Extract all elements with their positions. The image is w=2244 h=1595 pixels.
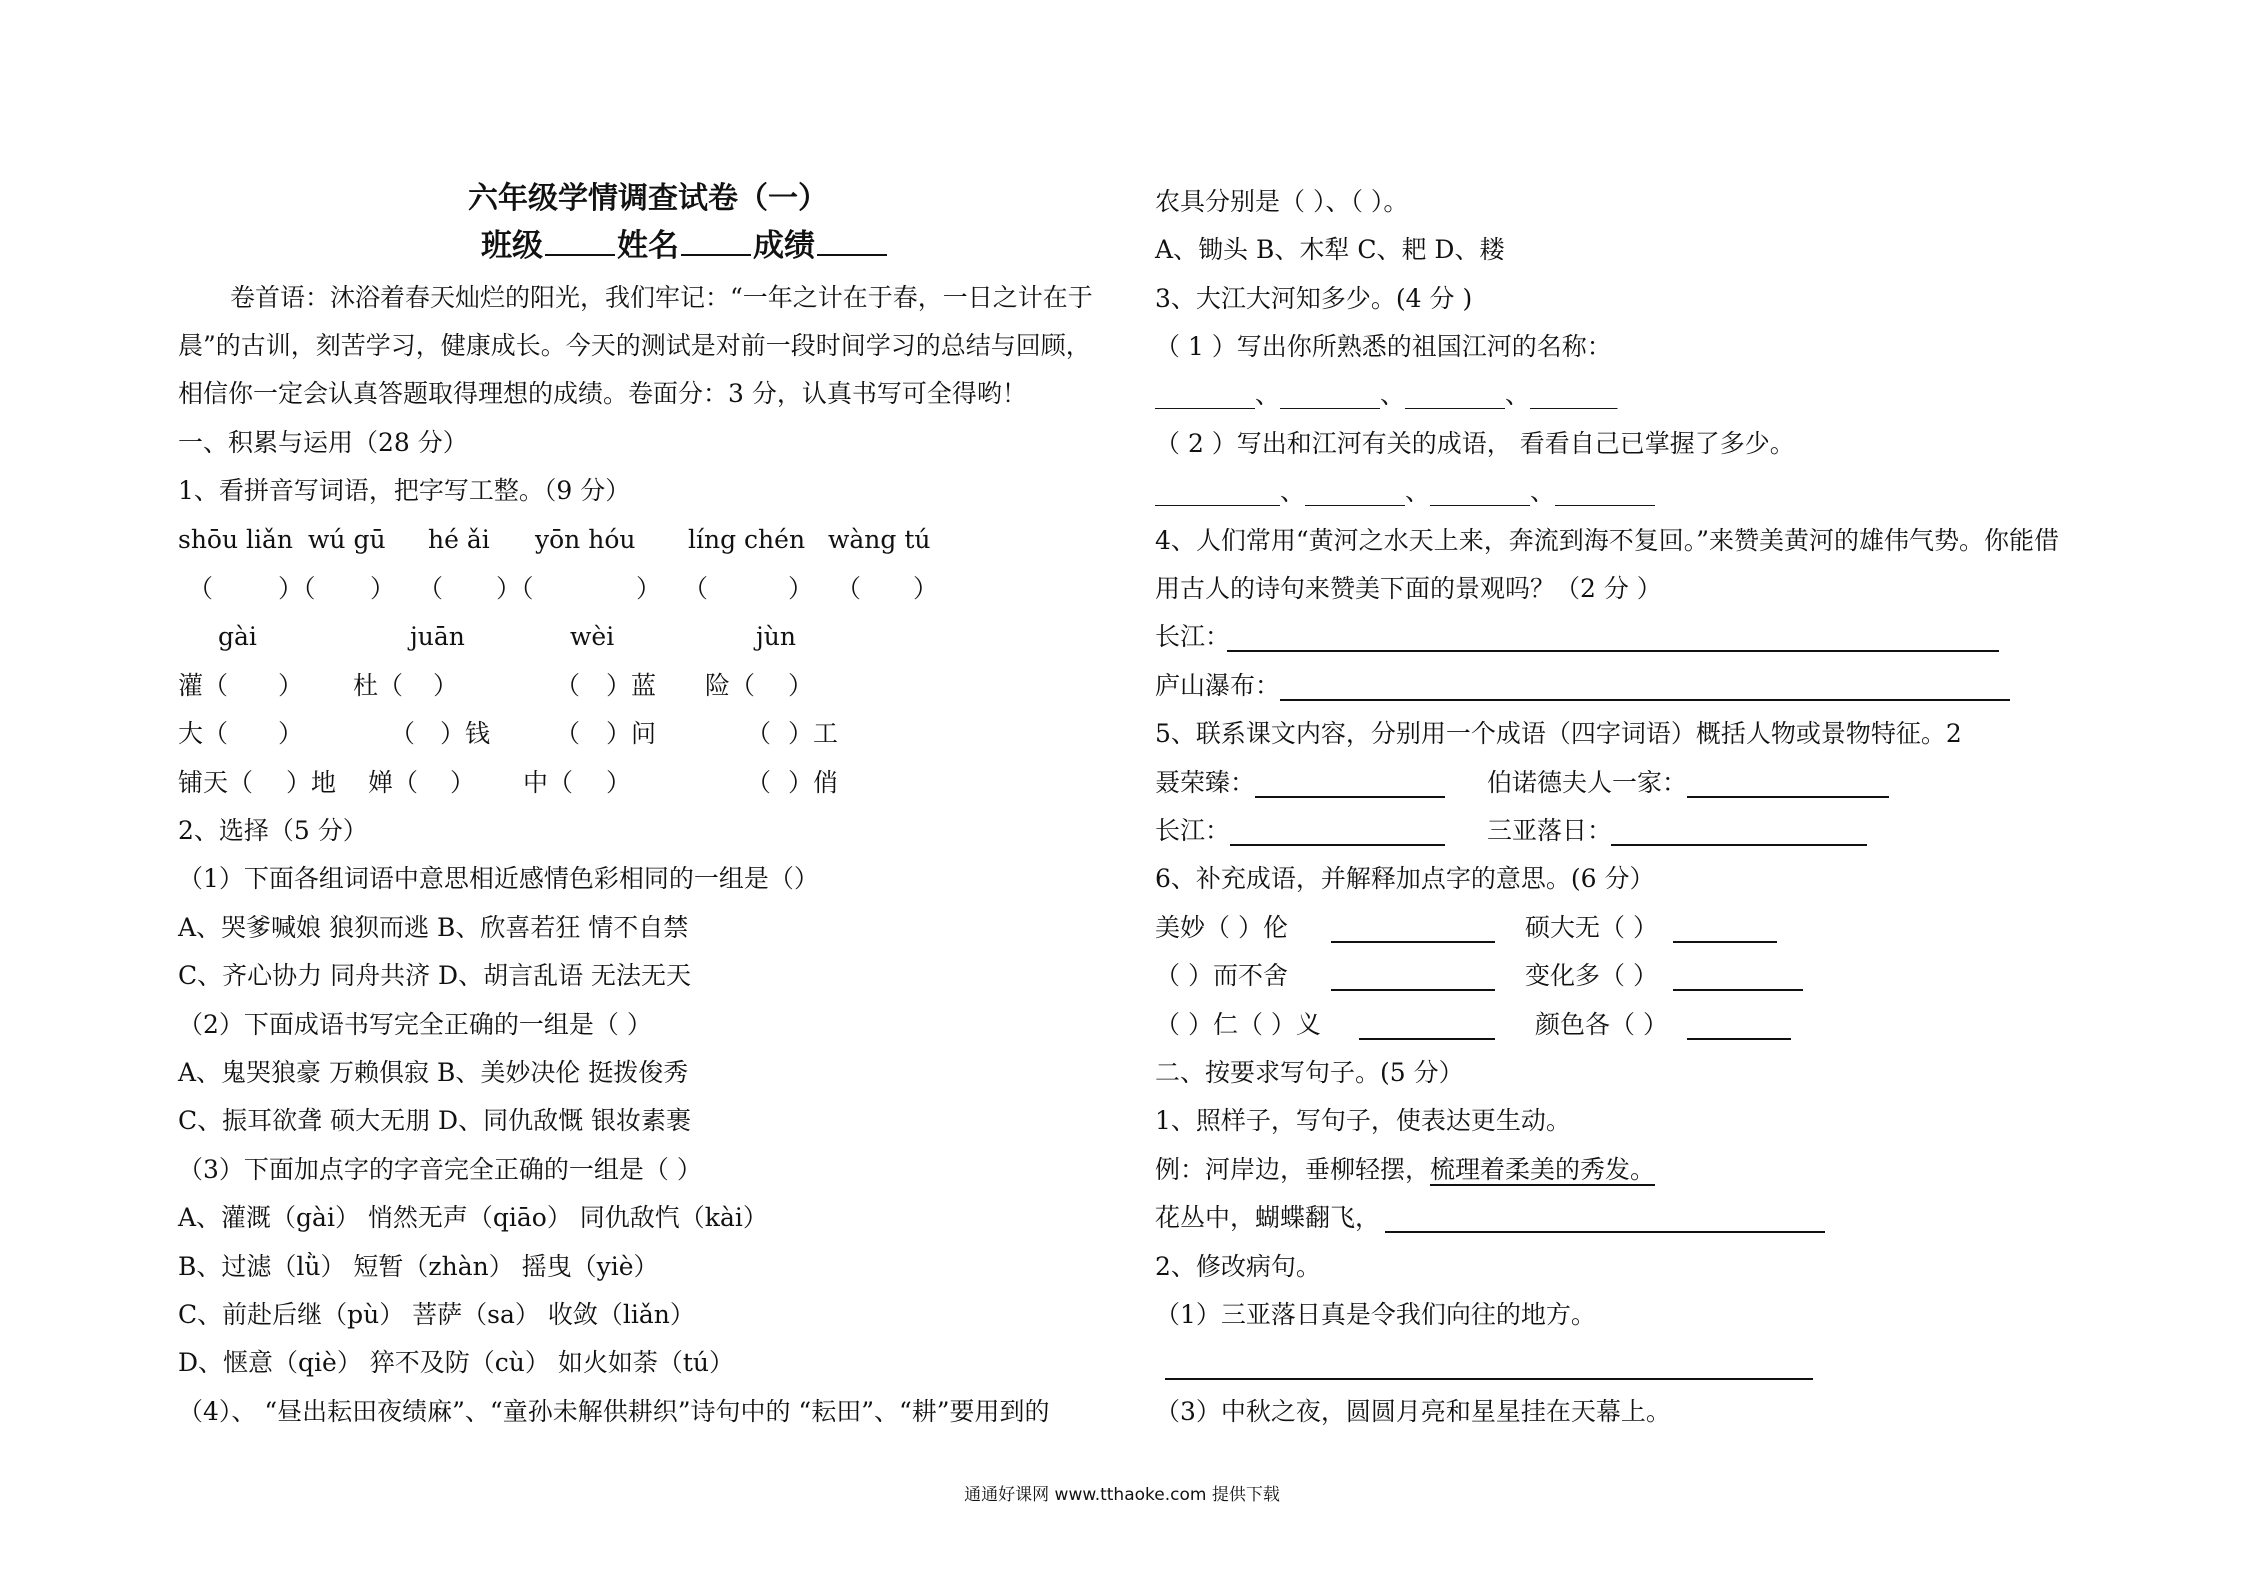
idiom-item: （ ）仁（ ）义 — [1155, 1010, 1321, 1039]
char-item: 险（ — [705, 671, 756, 700]
answer-blanks[interactable]: ________、________、________、_______ — [1155, 380, 1618, 409]
answer-line[interactable] — [1673, 941, 1777, 943]
pinyin: yōn hóu — [535, 525, 636, 554]
question-text: （ 1 ）写出你所熟悉的祖国江河的名称： — [1155, 332, 1612, 361]
question-5: 5、联系课文内容，分别用一个成语（四字词语）概括人物或景物特征。2 — [1155, 719, 1962, 748]
answer-paren: （ — [188, 574, 214, 603]
option-line: C、齐心协力 同舟共济 D、胡言乱语 无法无天 — [178, 961, 692, 990]
pinyin: líng chén — [688, 525, 806, 554]
answer-paren: （ — [683, 574, 709, 603]
answer-line[interactable] — [1165, 1378, 1813, 1380]
question-text: （ 2 ）写出和江河有关的成语， 看看自己已掌握了多少。 — [1155, 429, 1795, 458]
field-label: 长江： — [1155, 622, 1231, 651]
char-item: 大（ — [178, 719, 229, 748]
char-item: ） — [278, 671, 304, 700]
answer-blanks[interactable]: __________、________、________、________ — [1155, 477, 1656, 506]
question-3: 3、大江大河知多少。(4 分 ) — [1155, 284, 1473, 313]
question-text: 2、修改病句。 — [1155, 1252, 1321, 1281]
pinyin: wèi — [570, 622, 615, 651]
char-item: （ — [746, 768, 772, 797]
question-text: （1）下面各组词语中意思相近感情色彩相同的一组是（） — [178, 864, 819, 893]
field-label: 聂荣臻： — [1155, 768, 1256, 797]
answer-line[interactable] — [1687, 1038, 1791, 1040]
char-item: ）工 — [788, 719, 839, 748]
exam-title: 六年级学情调查试卷（一） — [468, 181, 828, 216]
char-item: 灌（ — [178, 671, 229, 700]
idiom-item: 变化多（ ） — [1525, 961, 1658, 990]
option-line: B、过滤（lǜ） 短暂（zhàn） 摇曳（yiè） — [178, 1252, 659, 1281]
answer-paren: ）（ — [496, 574, 534, 603]
class-label: 班级 — [481, 228, 543, 264]
example-sentence — [1155, 1155, 1655, 1185]
char-item: ） — [278, 719, 304, 748]
question-text: （4）、 “昼出耘田夜绩麻”、“童孙未解供耕织”诗句中的 “耘田”、“耕”要用到的 — [178, 1397, 1050, 1426]
answer-paren: （ — [836, 574, 862, 603]
pinyin: juān — [410, 622, 465, 651]
answer-line[interactable] — [1359, 1038, 1495, 1040]
answer-line[interactable] — [1331, 989, 1495, 991]
pinyin: wàng tú — [828, 525, 931, 554]
option-line: A、鬼哭狼豪 万赖俱寂 B、美妙决伦 挺拨俊秀 — [178, 1058, 689, 1087]
score-field[interactable] — [817, 230, 887, 256]
answer-paren: ）（ — [278, 574, 316, 603]
example-text: 例：河岸边，垂柳轻摆， — [1155, 1155, 1431, 1184]
intro-line: 晨”的古训，刻苦学习，健康成长。今天的测试是对前一段时间学习的总结与回顾， — [178, 331, 1091, 360]
student-info-line — [481, 228, 889, 264]
question-text: （3）下面加点字的字音完全正确的一组是（ ） — [178, 1155, 702, 1184]
char-item: ）钱 — [440, 719, 491, 748]
section-heading: 一、积累与运用（28 分） — [178, 428, 468, 457]
answer-line[interactable] — [1230, 844, 1445, 846]
field-label: 伯诺德夫人一家： — [1487, 768, 1688, 797]
name-label: 姓名 — [617, 228, 679, 264]
footer: 通通好课网 www.tthaoke.com 提供下载 — [964, 1485, 1280, 1505]
option-line: A、哭爹喊娘 狼狈而逃 B、欣喜若狂 情不自禁 — [178, 913, 689, 942]
question-6: 6、补充成语，并解释加点字的意思。(6 分） — [1155, 864, 1655, 893]
char-item: （ — [555, 719, 581, 748]
question-text: （2）下面成语书写完全正确的一组是（ ） — [178, 1010, 652, 1039]
field-label: 三亚落日： — [1487, 816, 1613, 845]
char-item: （ — [746, 719, 772, 748]
option-line: C、振耳欲聋 硕大无朋 D、同仇敌慨 银妆素裹 — [178, 1106, 692, 1135]
answer-paren: （ — [418, 574, 444, 603]
pinyin: wú gū — [308, 525, 386, 554]
char-item: ）俏 — [788, 768, 839, 797]
question-1: 1、看拼音写词语，把字写工整。（9 分） — [178, 476, 631, 505]
answer-line[interactable] — [1255, 796, 1445, 798]
pinyin: jùn — [756, 622, 796, 651]
option-line: A、锄头 B、木犁 C、耙 D、耧 — [1155, 235, 1505, 264]
example-underlined: 梳理着柔美的秀发。 — [1430, 1155, 1656, 1184]
char-item: ） — [606, 768, 632, 797]
intro-line: 卷首语：沐浴着春天灿烂的阳光，我们牢记：“一年之计在于春，一日之计在于 — [230, 283, 1093, 312]
question-text: 用古人的诗句来赞美下面的景观吗？（2 分 ） — [1155, 574, 1662, 603]
char-item: 婵（ — [368, 768, 419, 797]
score-label: 成绩 — [753, 228, 815, 264]
char-item: ）地 — [286, 768, 337, 797]
option-line: A、灌溉（gài） 悄然无声（qiāo） 同仇敌忾（kài） — [178, 1203, 768, 1232]
char-item: （ — [555, 671, 581, 700]
question-text: 农具分别是（ ）、（ ）。 — [1155, 187, 1409, 216]
question-2: 2、选择（5 分） — [178, 816, 368, 845]
char-item: 杜（ — [353, 671, 404, 700]
answer-line[interactable] — [1227, 650, 1999, 652]
char-item: ） — [788, 671, 814, 700]
field-label: 长江： — [1155, 816, 1231, 845]
answer-paren: ） — [788, 574, 814, 603]
field-label: 花丛中，蝴蝶翻飞， — [1155, 1203, 1381, 1232]
idiom-item: 颜色各（ ） — [1535, 1010, 1668, 1039]
name-field[interactable] — [681, 230, 751, 256]
question-text: （3）中秋之夜，圆圆月亮和星星挂在天幕上。 — [1155, 1397, 1671, 1426]
char-item: ）蓝 — [606, 671, 657, 700]
question-text: （1）三亚落日真是令我们向往的地方。 — [1155, 1300, 1596, 1329]
question-4: 4、人们常用“黄河之水天上来，奔流到海不复回。”来赞美黄河的雄伟气势。你能借 — [1155, 526, 2059, 555]
field-label: 庐山瀑布： — [1155, 671, 1281, 700]
question-text: 1、照样子，写句子，使表达更生动。 — [1155, 1106, 1571, 1135]
char-item: ）问 — [606, 719, 657, 748]
char-item: ） — [433, 671, 459, 700]
char-item: 中（ — [523, 768, 574, 797]
idiom-item: 硕大无（ ） — [1525, 913, 1658, 942]
option-line: D、惬意（qiè） 猝不及防（cù） 如火如荼（tú） — [178, 1348, 734, 1377]
answer-paren: ） — [370, 574, 396, 603]
answer-line[interactable] — [1611, 844, 1867, 846]
answer-line[interactable] — [1673, 989, 1803, 991]
answer-paren: ） — [913, 574, 939, 603]
pinyin: gài — [218, 622, 257, 651]
char-item: 铺天（ — [178, 768, 254, 797]
answer-paren: ） — [636, 574, 662, 603]
idiom-item: 美妙（ ）伦 — [1155, 913, 1288, 942]
option-line: C、前赴后继（pù） 菩萨（sa） 收敛（liǎn） — [178, 1300, 695, 1329]
idiom-item: （ ）而不舍 — [1155, 961, 1288, 990]
answer-line[interactable] — [1331, 941, 1495, 943]
section-heading: 二、按要求写句子。(5 分） — [1155, 1058, 1464, 1087]
answer-line[interactable] — [1280, 699, 2010, 701]
answer-line[interactable] — [1385, 1231, 1825, 1233]
class-field[interactable] — [545, 230, 615, 256]
pinyin: hé ǎi — [428, 525, 490, 554]
intro-line: 相信你一定会认真答题取得理想的成绩。卷面分：3 分，认真书写可全得哟！ — [178, 379, 1027, 408]
pinyin: shōu liǎn — [178, 525, 294, 554]
answer-line[interactable] — [1687, 796, 1889, 798]
char-item: ） — [450, 768, 476, 797]
char-item: （ — [390, 719, 416, 748]
